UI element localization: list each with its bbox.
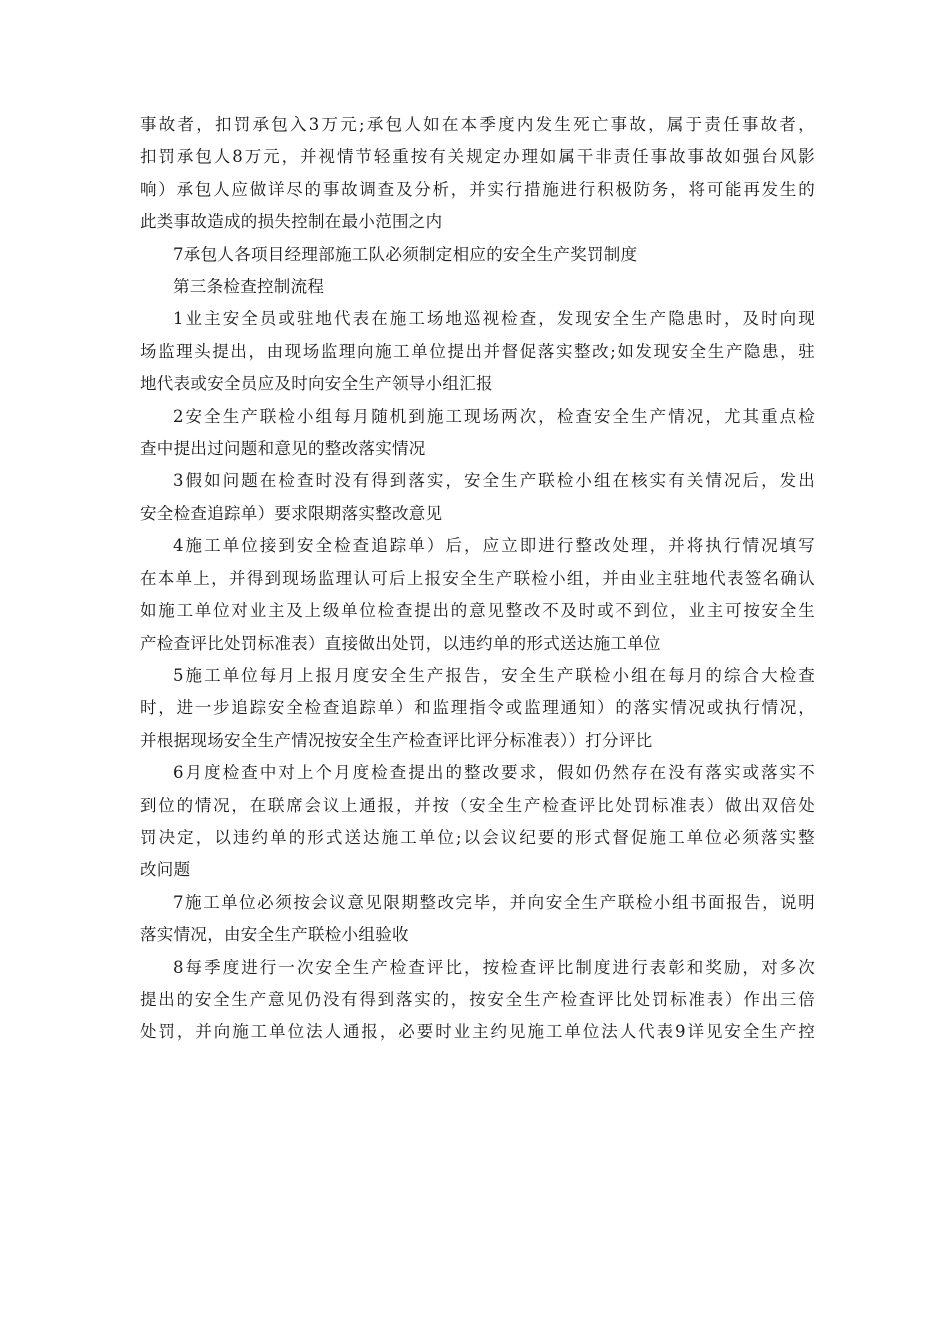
text-line: 安全检查追踪单）要求限期落实整改意见 (140, 503, 443, 523)
text-line: 7施工单位必须按会议意见限期整改完毕，并向安全生产联检小组书面报告，说明 (173, 892, 815, 912)
paragraph-step-1 (140, 303, 815, 400)
document-page (140, 109, 815, 1049)
text-line: 处罚，并向施工单位法人通报，必要时业主约见施工单位法人代表9详见安全生产控 (140, 1022, 815, 1042)
text-line: 7承包人各项目经理部施工队必须制定相应的安全生产奖罚制度 (173, 244, 638, 264)
paragraph-step-8 (140, 952, 815, 1049)
text-line: 并根据现场安全生产情况按安全生产检查评比评分标准表））打分评比 (140, 730, 653, 750)
text-line: 改问题 (140, 860, 191, 880)
text-line: 8每季度进行一次安全生产检查评比，按检查评比制度进行表彰和奖励，对多次 (173, 957, 815, 977)
text-line: 3假如问题在检查时没有得到落实，安全生产联检小组在核实有关情况后，发出 (173, 471, 815, 491)
text-line: 6月度检查中对上个月度检查提出的整改要求，假如仍然存在没有落实或落实不 (173, 763, 815, 783)
text-line: 查中提出过问题和意见的整改落实情况 (140, 439, 426, 459)
text-line: 时，进一步追踪安全检查追踪单）和监理指令或监理通知）的落实情况或执行情况， (140, 698, 815, 718)
paragraph-step-7 (140, 887, 815, 952)
paragraph-step-3 (140, 465, 815, 530)
paragraph-step-6 (140, 757, 815, 887)
text-line: 罚决定，以违约单的形式送达施工单位;以会议纪要的形式督促施工单位必须落实整 (140, 827, 815, 847)
text-line: 1业主安全员或驻地代表在施工场地巡视检查，发现安全生产隐患时，及时向现 (173, 309, 815, 329)
text-line: 扣罚承包人8万元，并视情节轻重按有关规定办理如属干非责任事故事故如强台风影 (140, 147, 815, 167)
text-line: 2安全生产联检小组每月随机到施工现场两次，检查安全生产情况，尤其重点检 (173, 406, 815, 426)
paragraph-step-5 (140, 660, 815, 757)
text-line: 落实情况，由安全生产联检小组验收 (140, 925, 409, 945)
paragraph-step-4 (140, 530, 815, 660)
article-3-heading (140, 271, 815, 303)
text-line: 在本单上，并得到现场监理认可后上报安全生产联检小组，并由业主驻地代表签名确认 (140, 568, 815, 588)
section-heading: 第三条检查控制流程 (173, 277, 325, 297)
paragraph-continuation (140, 109, 815, 239)
text-line: 场监理头提出，由现场监理向施工单位提出并督促落实整改;如发现安全生产隐患，驻 (140, 341, 815, 361)
text-line: 到位的情况，在联席会议上通报，并按（安全生产检查评比处罚标准表）做出双倍处 (140, 795, 815, 815)
text-line: 提出的安全生产意见仍没有得到落实的，按安全生产检查评比处罚标准表）作出三倍 (140, 989, 815, 1009)
text-line: 地代表或安全员应及时向安全生产领导小组汇报 (140, 374, 493, 394)
text-line: 此类事故造成的损失控制在最小范围之内 (140, 212, 443, 232)
paragraph-step-2 (140, 401, 815, 466)
text-line: 5施工单位每月上报月度安全生产报告，安全生产联检小组在每月的综合大检查 (173, 665, 815, 685)
text-line: 事故者，扣罚承包入3万元;承包人如在本季度内发生死亡事故，属于责任事故者， (140, 115, 815, 134)
text-line: 产检查评比处罚标准表）直接做出处罚，以违约单的形式送达施工单位 (140, 633, 661, 653)
paragraph-item-7-reward (140, 239, 815, 271)
text-line: 如施工单位对业主及上级单位检查提出的意见整改不及时或不到位，业主可按安全生 (140, 601, 815, 621)
text-line: 4施工单位接到安全检查追踪单）后，应立即进行整改处理，并将执行情况填写 (173, 536, 815, 556)
text-line: 响）承包人应做详尽的事故调查及分析，并实行措施进行积极防务，将可能再发生的 (140, 179, 815, 199)
